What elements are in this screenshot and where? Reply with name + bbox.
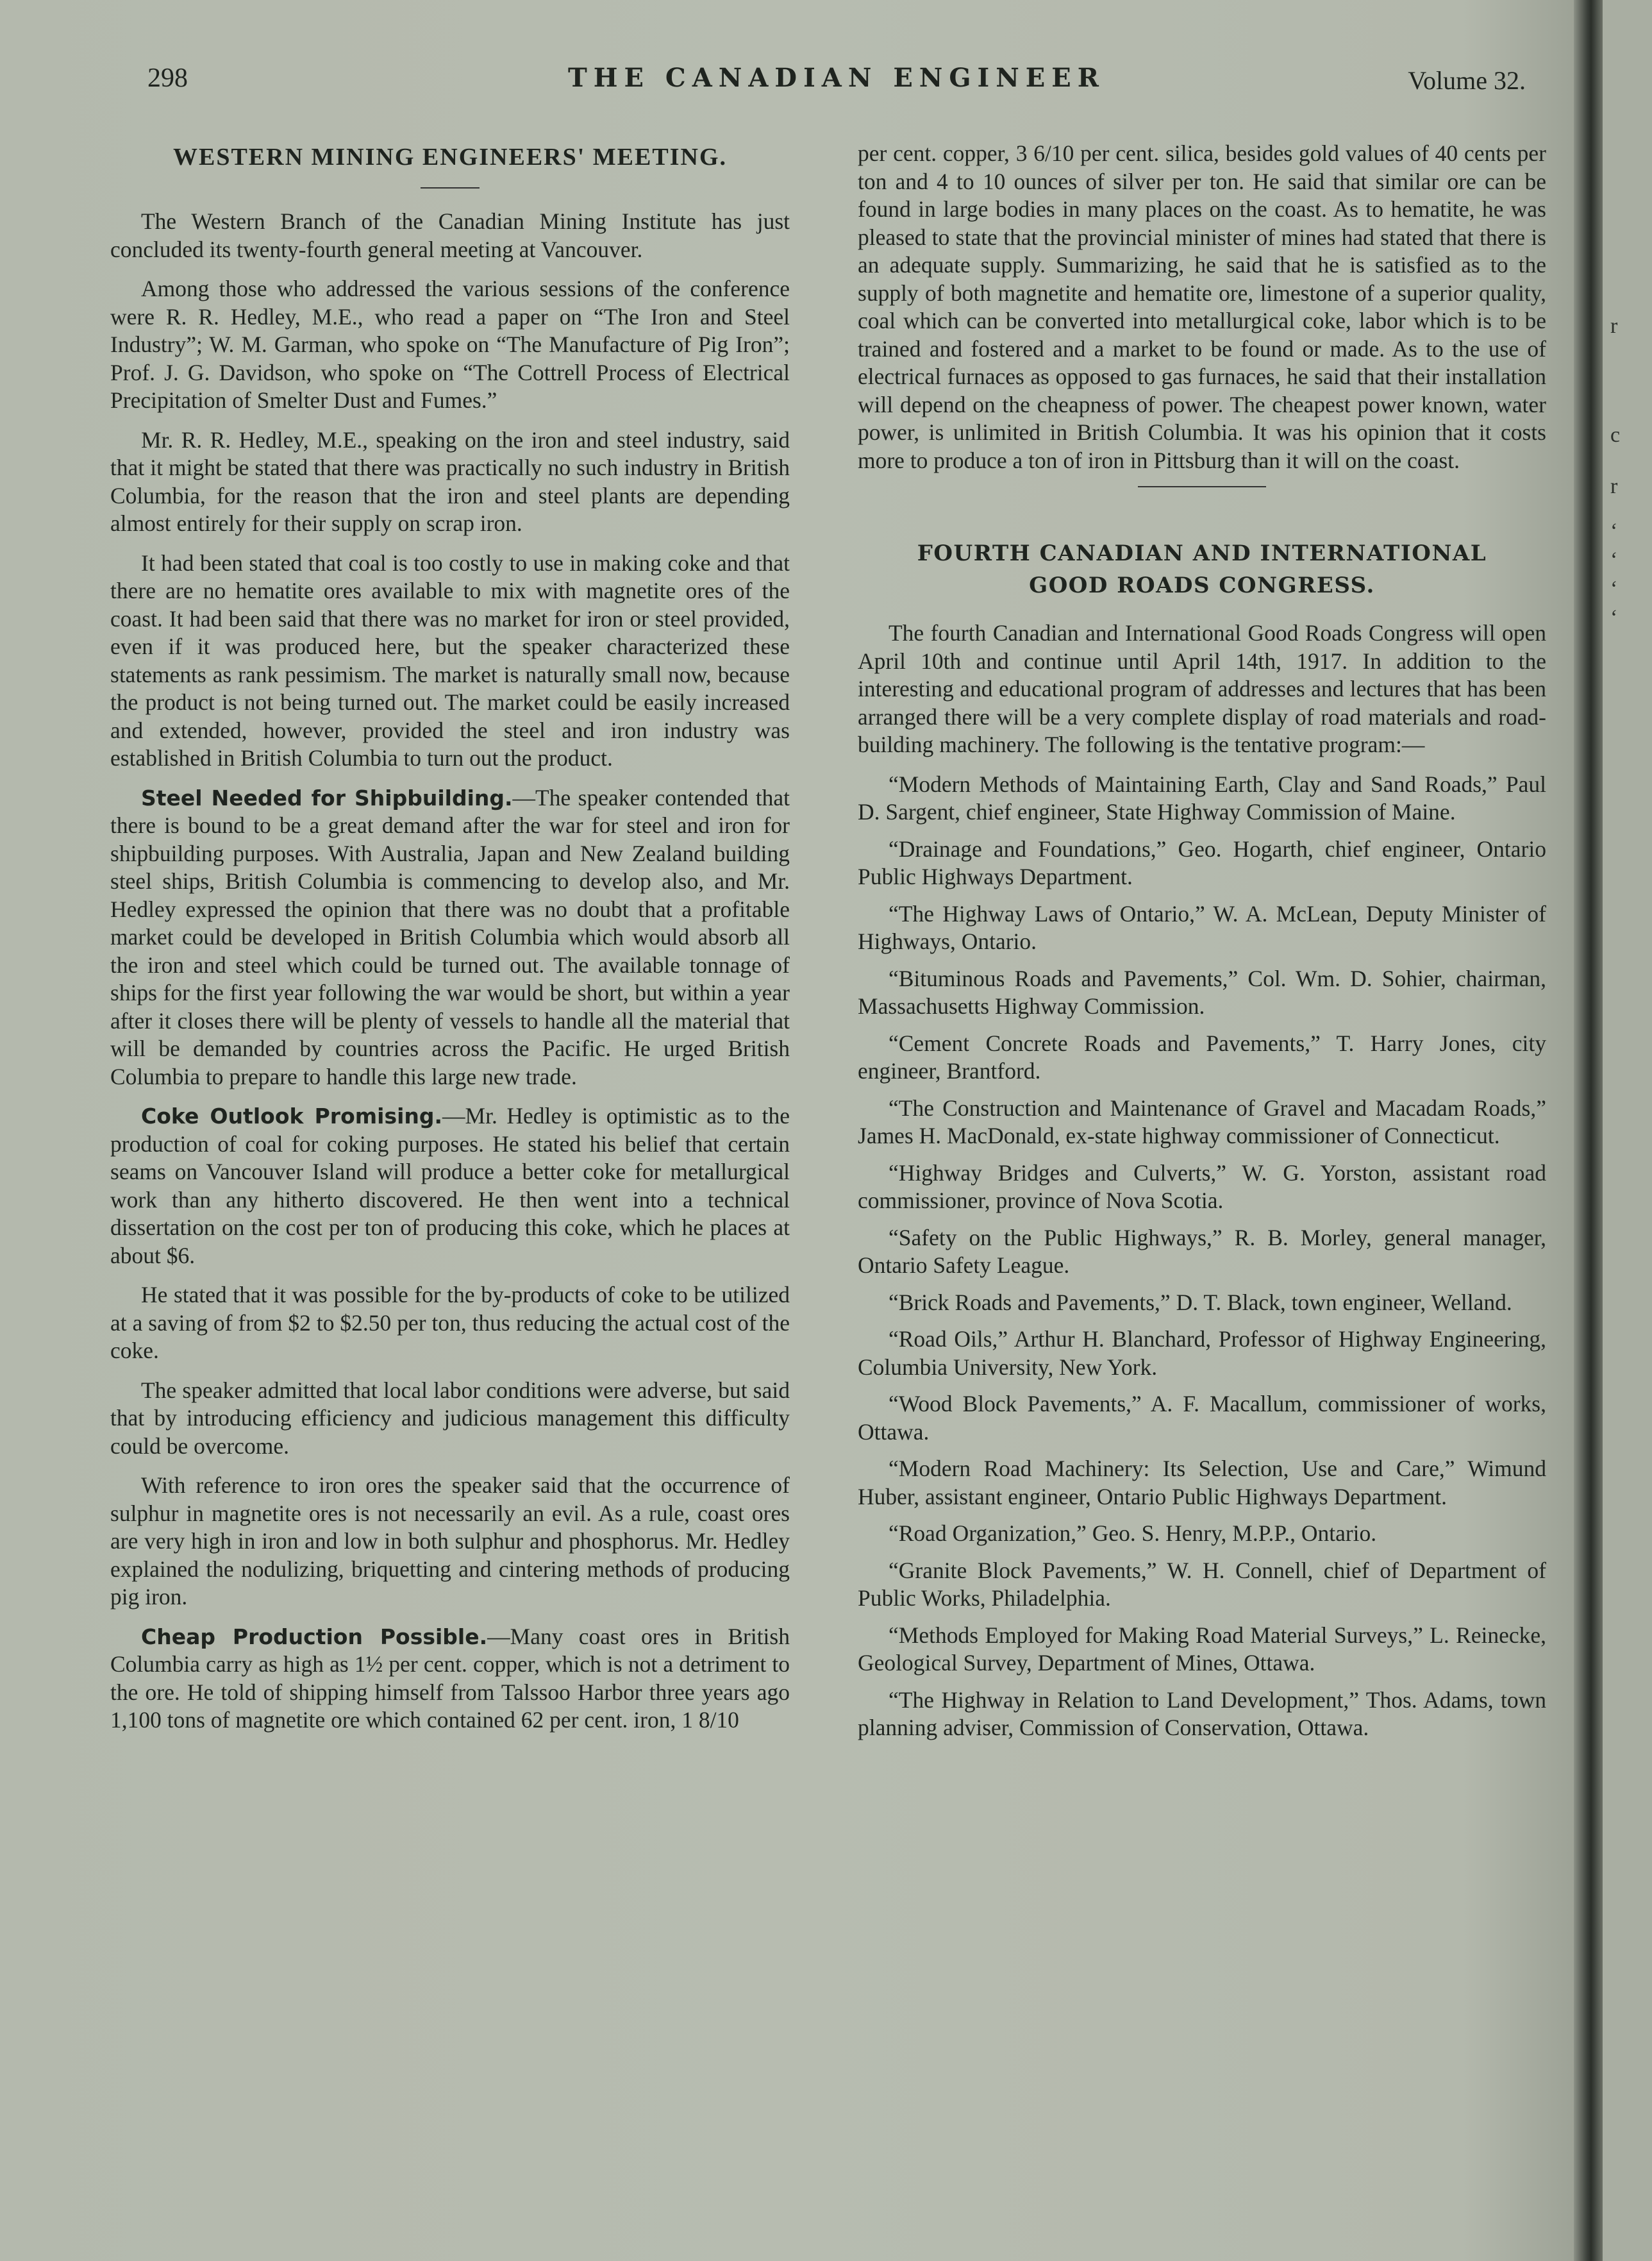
program-item: “Modern Methods of Maintaining Earth, Clay and Sand Roads,” Paul D. Sargent, chief engineer, State Highway Commission of Maine.	[858, 771, 1546, 825]
article-title: WESTERN MINING ENGINEERS' MEETING.	[172, 144, 728, 171]
paragraph: It had been stated that coal is too costly to use in making coke and that there are no hematite ores available to mix with magnetite ores of the coast. It had been said that there was no market for iron or steel provided, even if it was produced here, but the speaker characterized these statements as rank pessimism. The market is naturally small now, because the product is not being turned out. The market could be easily increased and extended, however, provided the steel and iron industry was established in British Columbia to turn out the product.	[110, 550, 790, 771]
section-rule	[1138, 486, 1266, 487]
page-number: 298	[147, 63, 188, 93]
paragraph: The fourth Canadian and International Good Roads Congress will open April 10th and continue until April 14th, 1917. In addition to the interesting and educational program of addresses and lectures that has been arranged there will be a very complete display of road materials and road-building machinery. The following is the tentative program:—	[858, 620, 1546, 757]
program-item: “Methods Employed for Making Road Material Surveys,” L. Reinecke, Geological Survey, Department of Mines, Ottawa.	[858, 1622, 1546, 1676]
program-item: “Road Oils,” Arthur H. Blanchard, Professor of Highway Engineering, Columbia University, New York.	[858, 1326, 1546, 1380]
subsection-text: —The speaker contended that there is bound to be a great demand after the war for steel and iron for shipbuilding purposes. With Australia, Japan and New Zealand building steel ships, British Columbia is commencing to develop also, and Mr. Hedley expressed the opinion that there was no doubt that a profitable market could be developed in British Columbia which would absorb all the iron and steel which could be turned out. The available tonnage of ships for the first year following the war would be short, but within a year after it closes there will be plenty of vessels to handle all the material that will be demanded by countries across the Pacific. He urged British Columbia to prepare to handle this large new trade.	[110, 784, 790, 1089]
paragraph: The speaker admitted that local labor conditions were adverse, but said that by introducing efficiency and judicious management this difficulty could be overcome.	[110, 1377, 790, 1459]
program-item: “Highway Bridges and Culverts,” W. G. Yorston, assistant road commissioner, province of Nova Scotia.	[858, 1159, 1546, 1213]
adjacent-page-edge	[1603, 0, 1652, 2261]
volume-label: Volume 32.	[1408, 66, 1526, 95]
edge-glyph: ‘	[1610, 548, 1618, 572]
edge-glyph: ‘	[1610, 606, 1618, 630]
paragraph: With reference to iron ores the speaker said that the occurrence of sulphur in magnetite ores is not necessarily an evil. As a rule, coast ores are very high in iron and low in both sulphur and phosphorus. Mr. Hedley explained the nodulizing, briquetting and cintering methods of producing pig iron.	[110, 1472, 790, 1610]
binding-gutter	[1574, 0, 1603, 2261]
program-item: “Bituminous Roads and Pavements,” Col. Wm. D. Sohier, chairman, Massachusetts Highway Commission.	[858, 965, 1546, 1019]
article-title-line: FOURTH CANADIAN AND INTERNATIONAL	[917, 541, 1487, 566]
edge-glyph: r	[1610, 314, 1618, 338]
program-item: “Safety on the Public Highways,” R. B. Morley, general manager, Ontario Safety League.	[858, 1224, 1546, 1278]
program-item: “Modern Road Machinery: Its Selection, Use and Care,” Wimund Huber, assistant engineer, Ontario Public Highways Department.	[858, 1456, 1546, 1509]
article-title	[858, 537, 1546, 601]
title-rule	[421, 187, 480, 189]
subsection-heading: Steel Needed for Shipbuilding.	[141, 785, 513, 811]
program-item: “The Highway Laws of Ontario,” W. A. McLean, Deputy Minister of Highways, Ontario.	[858, 900, 1546, 954]
journal-title: THE CANADIAN ENGINEER	[567, 63, 1106, 93]
running-header	[147, 63, 1526, 101]
program-item: “The Construction and Maintenance of Gravel and Macadam Roads,” James H. MacDonald, ex-state highway commissioner of Connecticut.	[858, 1095, 1546, 1148]
program-item: “The Highway in Relation to Land Development,” Thos. Adams, town planning adviser, Commission of Conservation, Ottawa.	[858, 1686, 1546, 1740]
subsection-heading: Cheap Production Possible.	[141, 1624, 488, 1649]
edge-glyph: ‘	[1610, 519, 1618, 543]
subsection-paragraph	[110, 1102, 790, 1270]
subsection-paragraph	[110, 784, 790, 1091]
paragraph: He stated that it was possible for the by-products of coke to be utilized at a saving of from $2 to $2.50 per ton, thus reducing the actual cost of the coke.	[110, 1282, 790, 1363]
edge-glyph: r	[1610, 475, 1618, 498]
paragraph: Mr. R. R. Hedley, M.E., speaking on the iron and steel industry, said that it might be stated that there was practically no such industry in British Columbia, for the reason that the iron and steel plants are depending almost entirely for their supply on scrap iron.	[110, 426, 790, 536]
subsection-paragraph	[110, 1623, 790, 1735]
subsection-heading: Coke Outlook Promising.	[141, 1104, 443, 1129]
paragraph: The Western Branch of the Canadian Mining Institute has just concluded its twenty-fourth general meeting at Vancouver.	[110, 208, 790, 262]
continued-paragraph: per cent. copper, 3 6/10 per cent. silica, besides gold values of 40 cents per ton and 4 to 10 ounces of silver per ton. He said that similar ore can be found in large bodies in many places on the coast. As to hematite, he was pleased to state that the provincial minister of mines had stated that there is an adequate supply. Summarizing, he said that he is satisfied as to the supply of both magnetite and hematite ore, limestone of a superior quality, coal which can be converted into metallurgical coke, labor which is to be trained and fostered and a market to be found or made. As to the use of electrical furnaces as opposed to gas furnaces, he said that their installation will depend on the cheapness of power. The cheapest power known, water power, is unlimited in British Columbia. It was his opinion that it costs more to produce a ton of iron in Pittsburg than it will on the coast.	[858, 140, 1546, 473]
program-item: “Road Organization,” Geo. S. Henry, M.P.P., Ontario.	[889, 1520, 1377, 1546]
edge-glyph: ‘	[1610, 577, 1618, 601]
article-title-line: GOOD ROADS CONGRESS.	[1029, 573, 1375, 598]
program-item: “Drainage and Foundations,” Geo. Hogarth, chief engineer, Ontario Public Highways Department.	[858, 836, 1546, 889]
program-item: “Brick Roads and Pavements,” D. T. Black, town engineer, Welland.	[889, 1289, 1512, 1315]
right-column	[858, 140, 1546, 1751]
subsection-text: —Mr. Hedley is optimistic as to the production of coal for coking purposes. He stated his belief that certain seams on Vancouver Island will produce a better coke for metallurgical work than any hitherto discovered. He then went into a technical dissertation on the cost per ton of producing this coke, which he places at about $6.	[110, 1103, 790, 1268]
program-item: “Granite Block Pavements,” W. H. Connell, chief of Department of Public Works, Philadelphia.	[858, 1557, 1546, 1611]
left-column	[110, 141, 790, 1746]
subsection-text: —Many coast ores in British Columbia carry as high as 1½ per cent. copper, which is not a detriment to the ore. He told of shipping himself from Talssoo Harbor three years ago 1,100 tons of magnetite ore which contained 62 per cent. iron, 1 8/10	[110, 1623, 790, 1733]
paragraph: Among those who addressed the various sessions of the conference were R. R. Hedley, M.E., who read a paper on “The Iron and Steel Industry”; W. M. Garman, who spoke on “The Manufacture of Pig Iron”; Prof. J. G. Davidson, who spoke on “The Cottrell Process of Electrical Precipitation of Smelter Dust and Fumes.”	[110, 276, 790, 413]
program-item: “Wood Block Pavements,” A. F. Macallum, commissioner of works, Ottawa.	[858, 1391, 1546, 1445]
edge-glyph: c	[1610, 423, 1621, 447]
program-item: “Cement Concrete Roads and Pavements,” T. Harry Jones, city engineer, Brantford.	[858, 1030, 1546, 1084]
